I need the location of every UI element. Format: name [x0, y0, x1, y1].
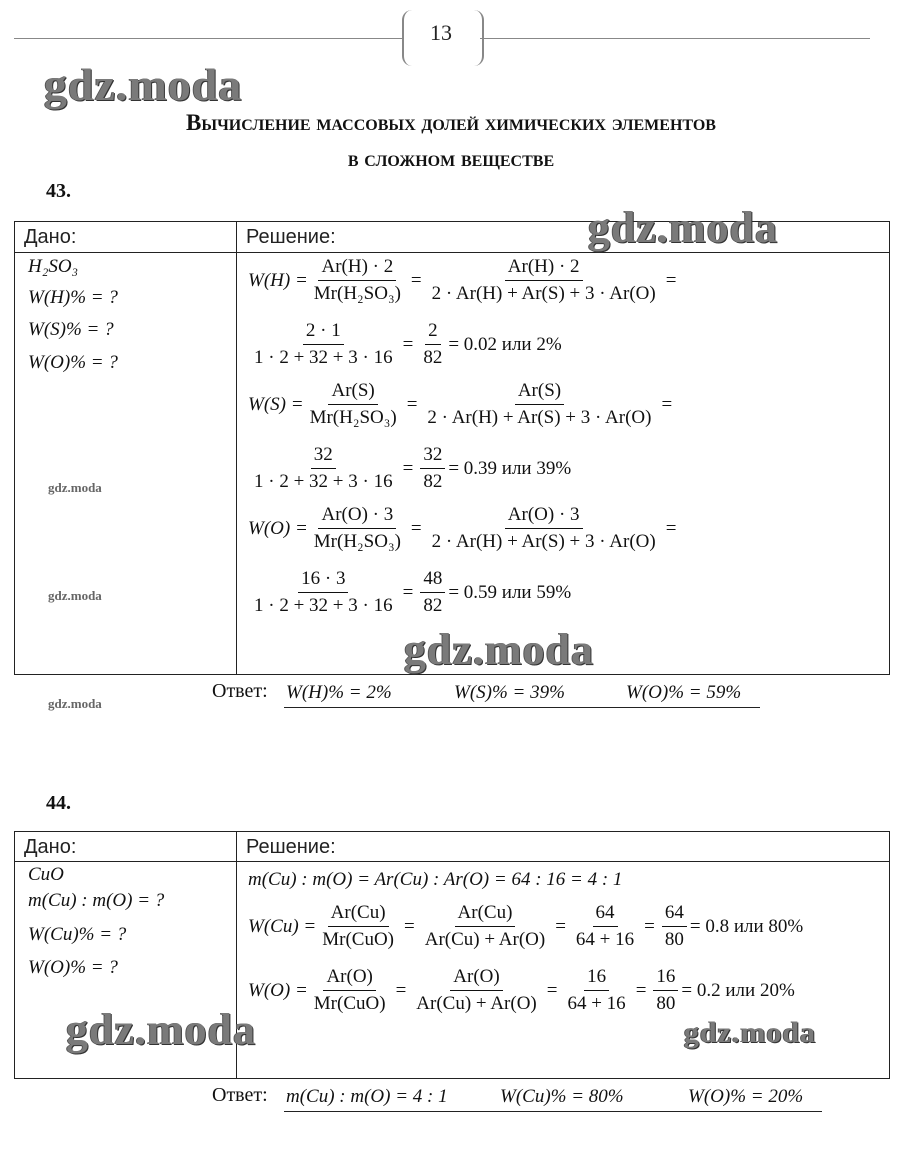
- problem-43-column-rule: [236, 221, 237, 675]
- header-rule-right: [480, 38, 870, 39]
- fraction-numerator: 2: [425, 320, 441, 345]
- lhs: W(O) =: [248, 979, 308, 1001]
- problem-44-solution-header: Решение:: [246, 836, 336, 858]
- answer-label: Ответ:: [212, 1084, 268, 1106]
- ratio-equation: m(Cu) : m(O) = Ar(Cu) : Ar(O) = 64 : 16 = 4 : 1: [248, 869, 623, 890]
- fraction-numerator: 16: [584, 966, 609, 991]
- fraction-denominator: Ar(Cu) + Ar(O): [424, 929, 546, 950]
- fraction-denominator: 2 · Ar(H) + Ar(S) + 3 · Ar(O): [431, 531, 656, 552]
- watermark-small: gdz.moda: [48, 588, 102, 603]
- equation-w-o-calc: $\frac{16 \cdot 3}{1 \cdot 2 + 32 + 3 \cdot 16}$ = $\frac{48}{82}$ = 0.59 или 59%: [248, 568, 571, 617]
- fraction-denominator: 82: [423, 471, 443, 492]
- watermark-logo: gdz.moda: [44, 59, 243, 110]
- equation-w-h: W(H) = $\frac{Ar(H) \cdot 2}{\text{Mr(H₂SO₃)}}$ = $\frac{Ar(H) \cdot 2}{2 \cdot Ar(H) + Ar(S) + 3 \cdot Ar(O)}$ =: [248, 256, 677, 304]
- problem-43-number: 43.: [46, 180, 71, 202]
- fraction-numerator: 32: [311, 444, 336, 469]
- fraction-denominator: 1 · 2 + 32 + 3 · 16: [254, 347, 393, 368]
- equation-w-s: W(S) = $\frac{Ar(S)}{\text{Mr(H₂SO₃)}}$ = $\frac{Ar(S)}{2 \cdot Ar(H) + Ar(S) + 3 \cdot Ar(O)}$ =: [248, 380, 673, 428]
- watermark-logo: gdz.moda: [66, 1005, 257, 1054]
- equation-w-o-cuo: W(O) = $\frac{Ar(O)}{\text{Mr(CuO)}}$ = $\frac{Ar(O)}{Ar(Cu) + Ar(O)}$ = $\frac{16}{64 + 16}$ = $\frac{16}{80}$ = 0.2 или 20%: [248, 966, 795, 1014]
- answer-value: W(O)% = 59%: [626, 682, 742, 703]
- fraction-numerator: Ar(O) · 3: [505, 504, 583, 529]
- fraction-numerator: Ar(Cu): [455, 902, 516, 927]
- problem-44-given-header: Дано:: [24, 836, 77, 858]
- given-unknown: W(S)% = ?: [28, 319, 114, 340]
- fraction-numerator: 2 · 1: [303, 320, 344, 345]
- problem-44-header-rule: [14, 861, 890, 862]
- fraction-numerator: Ar(S): [515, 380, 564, 405]
- fraction-denominator: Mr(H₂SO₃): [309, 407, 397, 428]
- page-title-line2: в сложном веществе: [347, 146, 555, 171]
- answer-label: Ответ:: [212, 680, 268, 702]
- problem-43-solution-header: Решение:: [246, 226, 336, 248]
- fraction-denominator: Mr(CuO): [313, 993, 386, 1014]
- answer-value: W(O)% = 20%: [688, 1086, 804, 1107]
- fraction-numerator: 32: [420, 444, 445, 469]
- equation-w-s-calc: $\frac{32}{1 \cdot 2 + 32 + 3 \cdot 16}$ = $\frac{32}{82}$ = 0.39 или 39%: [248, 444, 571, 493]
- fraction-denominator: 1 · 2 + 32 + 3 · 16: [254, 595, 393, 616]
- answer-underline: [284, 707, 760, 708]
- fraction-denominator: 82: [423, 347, 443, 368]
- given-substance: CuO: [28, 864, 64, 885]
- result: = 0.39 или 39%: [448, 457, 572, 479]
- equation-w-o: W(O) = $\frac{Ar(O) \cdot 3}{\text{Mr(H₂SO₃)}}$ = $\frac{Ar(O) \cdot 3}{2 \cdot Ar(H) + Ar(S) + 3 \cdot Ar(O)}$ =: [248, 504, 677, 552]
- given-unknown: m(Cu) : m(O) = ?: [28, 890, 165, 911]
- lhs: W(H) =: [248, 269, 308, 291]
- equation-w-cu: W(Cu) = $\frac{Ar(Cu)}{\text{Mr(CuO)}}$ = $\frac{Ar(Cu)}{Ar(Cu) + Ar(O)}$ = $\frac{64}{64 + 16}$ = $\frac{64}{80}$ = 0.8 или 80%: [248, 902, 804, 950]
- fraction-numerator: Ar(H) · 2: [505, 256, 583, 281]
- fraction-denominator: 2 · Ar(H) + Ar(S) + 3 · Ar(O): [427, 407, 652, 428]
- given-unknown: W(O)% = ?: [28, 957, 118, 978]
- fraction-denominator: 80: [656, 993, 676, 1014]
- fraction-numerator: Ar(O): [323, 966, 375, 991]
- result: = 0.59 или 59%: [448, 581, 572, 603]
- result: = 0.02 или 2%: [448, 333, 562, 355]
- answer-value: W(Cu)% = 80%: [500, 1086, 624, 1107]
- answer-value: W(H)% = 2%: [286, 682, 392, 703]
- fraction-numerator: 16: [653, 966, 678, 991]
- fraction-numerator: Ar(O): [450, 966, 502, 991]
- header-rule-left: [14, 38, 402, 39]
- equation-w-h-calc: $\frac{2 \cdot 1}{1 \cdot 2 + 32 + 3 \cdot 16}$ = $\frac{2}{82}$ = 0.02 или 2%: [248, 320, 562, 369]
- answer-value: m(Cu) : m(O) = 4 : 1: [286, 1086, 448, 1107]
- lhs: W(Cu) =: [248, 915, 317, 937]
- result: = 0.8 или 80%: [689, 915, 804, 937]
- answer-underline: [284, 1111, 822, 1112]
- given-unknown: W(H)% = ?: [28, 287, 118, 308]
- watermark-logo: gdz.moda: [588, 203, 779, 252]
- fraction-numerator: 16 · 3: [298, 568, 348, 593]
- fraction-numerator: Ar(H) · 2: [318, 256, 396, 281]
- fraction-denominator: 64 + 16: [575, 929, 635, 950]
- given-substance: H₂SO₃: [28, 256, 79, 277]
- fraction-denominator: Ar(Cu) + Ar(O): [416, 993, 537, 1014]
- fraction-denominator: 80: [664, 929, 684, 950]
- fraction-denominator: 2 · Ar(H) + Ar(S) + 3 · Ar(O): [431, 283, 656, 304]
- fraction-numerator: 64: [593, 902, 618, 927]
- page-number: 13: [430, 20, 452, 45]
- page-title-line1: Вычисление массовых долей химических элементов: [186, 110, 716, 135]
- watermark-logo: gdz.moda: [684, 1016, 817, 1049]
- result: = 0.2 или 20%: [681, 979, 795, 1001]
- fraction-numerator: 48: [420, 568, 445, 593]
- fraction-numerator: Ar(O) · 3: [318, 504, 396, 529]
- watermark-small: gdz.moda: [48, 696, 102, 711]
- lhs: W(O) =: [248, 517, 308, 539]
- given-unknown: W(Cu)% = ?: [28, 924, 127, 945]
- fraction-denominator: 1 · 2 + 32 + 3 · 16: [254, 471, 393, 492]
- given-unknown: W(O)% = ?: [28, 352, 118, 373]
- fraction-denominator: 64 + 16: [567, 993, 626, 1014]
- lhs: W(S) =: [248, 393, 304, 415]
- answer-value: W(S)% = 39%: [454, 682, 565, 703]
- fraction-denominator: Mr(CuO): [322, 929, 395, 950]
- fraction-denominator: Mr(H₂SO₃): [313, 531, 401, 552]
- fraction-numerator: Ar(Cu): [328, 902, 389, 927]
- watermark-logo: gdz.moda: [404, 625, 595, 674]
- watermark-small: gdz.moda: [48, 480, 102, 495]
- problem-43-given-header: Дано:: [24, 226, 77, 248]
- fraction-denominator: Mr(H₂SO₃): [313, 283, 401, 304]
- fraction-numerator: 64: [662, 902, 687, 927]
- fraction-numerator: Ar(S): [328, 380, 377, 405]
- fraction-denominator: 82: [423, 595, 443, 616]
- problem-44-number: 44.: [46, 792, 71, 814]
